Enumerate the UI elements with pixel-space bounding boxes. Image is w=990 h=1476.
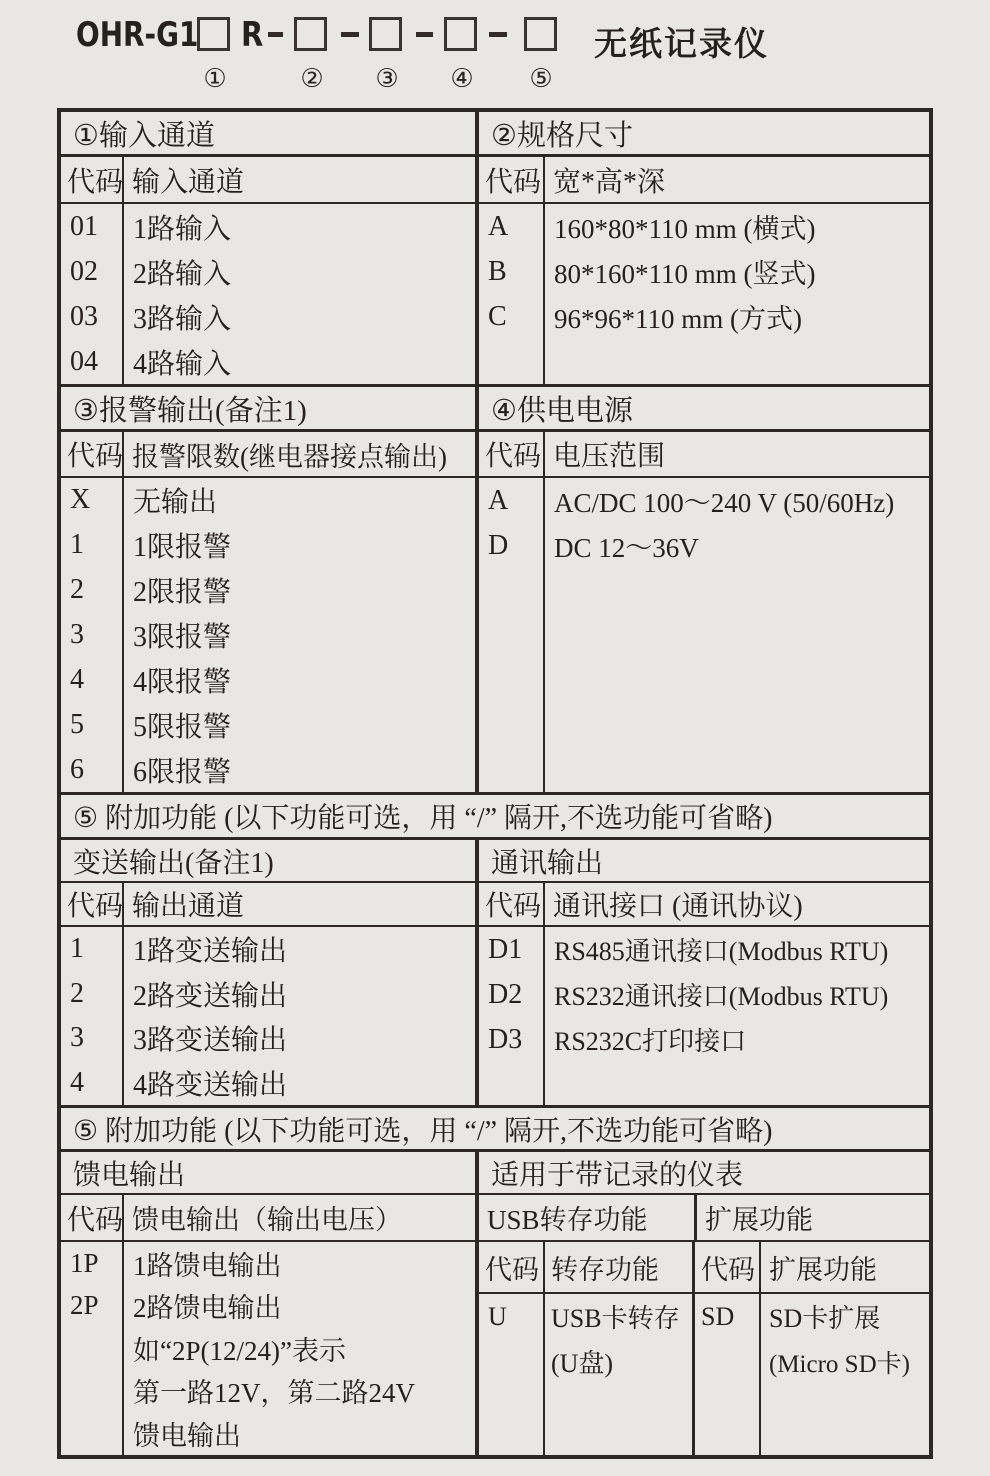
section2-header: ②规格尺寸 [491, 119, 633, 152]
code-value: C [488, 300, 507, 332]
note-line: 如“2P(12/24)”表示 [133, 1335, 346, 1366]
desc-value: 无输出 [133, 487, 218, 519]
code-value: 6 [70, 753, 84, 785]
code-value: 1 [70, 529, 84, 561]
desc-value: (U盘) [551, 1349, 614, 1378]
dash-separator [268, 32, 283, 37]
code-box-5 [524, 17, 557, 51]
section1-header: ①输入通道 [73, 119, 215, 152]
section3-header: ③报警输出(备注1) [73, 394, 307, 427]
code-value: B [488, 255, 507, 287]
desc-value: 2限报警 [133, 577, 232, 609]
code-value: D2 [488, 978, 523, 1010]
code-value: X [70, 484, 91, 516]
code-value: 4 [70, 663, 84, 695]
extra-functions-header-2: ⑤ 附加功能 (以下功能可选，用 “/” 隔开,不选功能可省略) [73, 1115, 773, 1147]
desc-value: SD卡扩展 [769, 1304, 881, 1333]
desc-value: RS485通讯接口(Modbus RTU) [554, 937, 889, 966]
section5-code-header: 代码 [61, 883, 124, 925]
usb-transfer-header: USB转存功能 [479, 1195, 697, 1240]
code-value: U [488, 1301, 507, 1331]
desc-value: (Micro SD卡) [769, 1350, 910, 1378]
section5-label-header: 输出通道 [132, 891, 245, 922]
expansion-header: 扩展功能 [705, 1205, 813, 1235]
desc-value: 2路变送输出 [133, 980, 288, 1012]
desc-value: 3限报警 [133, 622, 232, 653]
position-mark-5: ⑤ [529, 64, 553, 94]
desc-value: 6限报警 [133, 756, 232, 788]
desc-value: USB卡转存 [551, 1304, 680, 1333]
desc-value: RS232C打印接口 [554, 1027, 747, 1056]
model-r-label: R [241, 15, 264, 55]
code-value: 02 [70, 255, 98, 287]
desc-value: 80*160*110 mm (竖式) [554, 259, 816, 289]
section6-header: 通讯输出 [491, 847, 604, 879]
section7-header: 馈电输出 [73, 1159, 186, 1191]
desc-value: 1限报警 [133, 532, 232, 564]
sd-label-header: 扩展功能 [769, 1254, 877, 1285]
section6-label-header: 通讯接口 (通讯协议) [553, 891, 803, 922]
desc-value: 1路输入 [133, 213, 232, 245]
desc-value: 3路变送输出 [133, 1025, 288, 1057]
code-value: 2 [70, 977, 84, 1009]
section4-code-header: 代码 [479, 432, 545, 476]
section1-label-header: 输入通道 [132, 166, 245, 198]
desc-value: 4路输入 [133, 348, 232, 380]
section8-header: 适用于带记录的仪表 [491, 1159, 744, 1191]
desc-value: RS232通讯接口(Modbus RTU) [554, 982, 889, 1011]
desc-value: 2路馈电输出 [133, 1293, 282, 1324]
code-value: D1 [488, 933, 523, 965]
desc-value: 5限报警 [133, 711, 232, 743]
code-value: D [488, 529, 509, 561]
section3-code-header: 代码 [61, 432, 124, 476]
code-box-2 [294, 17, 327, 51]
code-box-1 [197, 17, 230, 51]
section1-code-header: 代码 [61, 157, 124, 202]
position-mark-2: ② [300, 64, 324, 94]
product-name: 无纸记录仪 [594, 24, 769, 63]
extra-functions-header: ⑤ 附加功能 (以下功能可选，用 “/” 隔开,不选功能可省略) [73, 803, 773, 834]
desc-value: 1路变送输出 [133, 936, 288, 968]
section2-code-header: 代码 [479, 157, 545, 202]
code-value: 2P [70, 1290, 99, 1321]
section4-header: ④供电电源 [491, 394, 633, 427]
usb-label-header: 转存功能 [545, 1242, 695, 1292]
desc-value: 4路变送输出 [133, 1069, 288, 1101]
position-mark-1: ① [203, 64, 227, 94]
dash-separator [341, 32, 359, 37]
desc-value: 2路输入 [133, 258, 232, 290]
section7-label-header: 馈电输出（输出电压） [132, 1205, 402, 1235]
usb-code-header: 代码 [479, 1242, 545, 1292]
code-value: D3 [488, 1023, 523, 1055]
code-value: A [488, 484, 509, 516]
code-box-3 [369, 17, 402, 51]
desc-value: 3路输入 [133, 303, 232, 335]
dash-separator [416, 32, 433, 37]
code-value: 04 [70, 345, 98, 377]
note-line: 馈电输出 [133, 1420, 241, 1451]
section3-label-header: 报警限数(继电器接点输出) [132, 441, 447, 472]
section7-code-header: 代码 [61, 1195, 124, 1240]
code-value: A [488, 210, 509, 242]
code-value: 5 [70, 708, 84, 740]
code-value: 3 [70, 1022, 84, 1054]
desc-value: 1路馈电输出 [133, 1250, 282, 1281]
dash-separator [489, 32, 507, 37]
code-value: 1P [70, 1247, 99, 1278]
code-value: 4 [70, 1066, 84, 1098]
section5-header: 变送输出(备注1) [73, 847, 274, 879]
model-code: OHR-G1 [76, 15, 199, 55]
desc-value: 160*80*110 mm (横式) [554, 214, 816, 244]
position-mark-3: ③ [375, 64, 399, 94]
desc-value: 4限报警 [133, 666, 232, 698]
desc-value: 96*96*110 mm (方式) [554, 304, 802, 334]
section6-code-header: 代码 [479, 883, 545, 925]
code-value: 3 [70, 619, 84, 650]
section4-label-header: 电压范围 [553, 441, 666, 472]
note-line: 第一路12V，第二路24V [133, 1378, 415, 1409]
code-value: 03 [70, 300, 98, 332]
code-box-4 [444, 17, 477, 51]
code-value: 2 [70, 574, 84, 606]
sd-code-header: 代码 [695, 1242, 761, 1292]
code-value: 01 [70, 210, 98, 242]
desc-value: AC/DC 100～240 V (50/60Hz) [554, 488, 895, 518]
section2-label-header: 宽*高*深 [553, 166, 666, 198]
position-mark-4: ④ [450, 64, 474, 94]
desc-value: DC 12～36V [554, 533, 699, 563]
selection-table [57, 108, 933, 1459]
code-value: 1 [70, 933, 84, 965]
code-value: SD [701, 1301, 735, 1331]
